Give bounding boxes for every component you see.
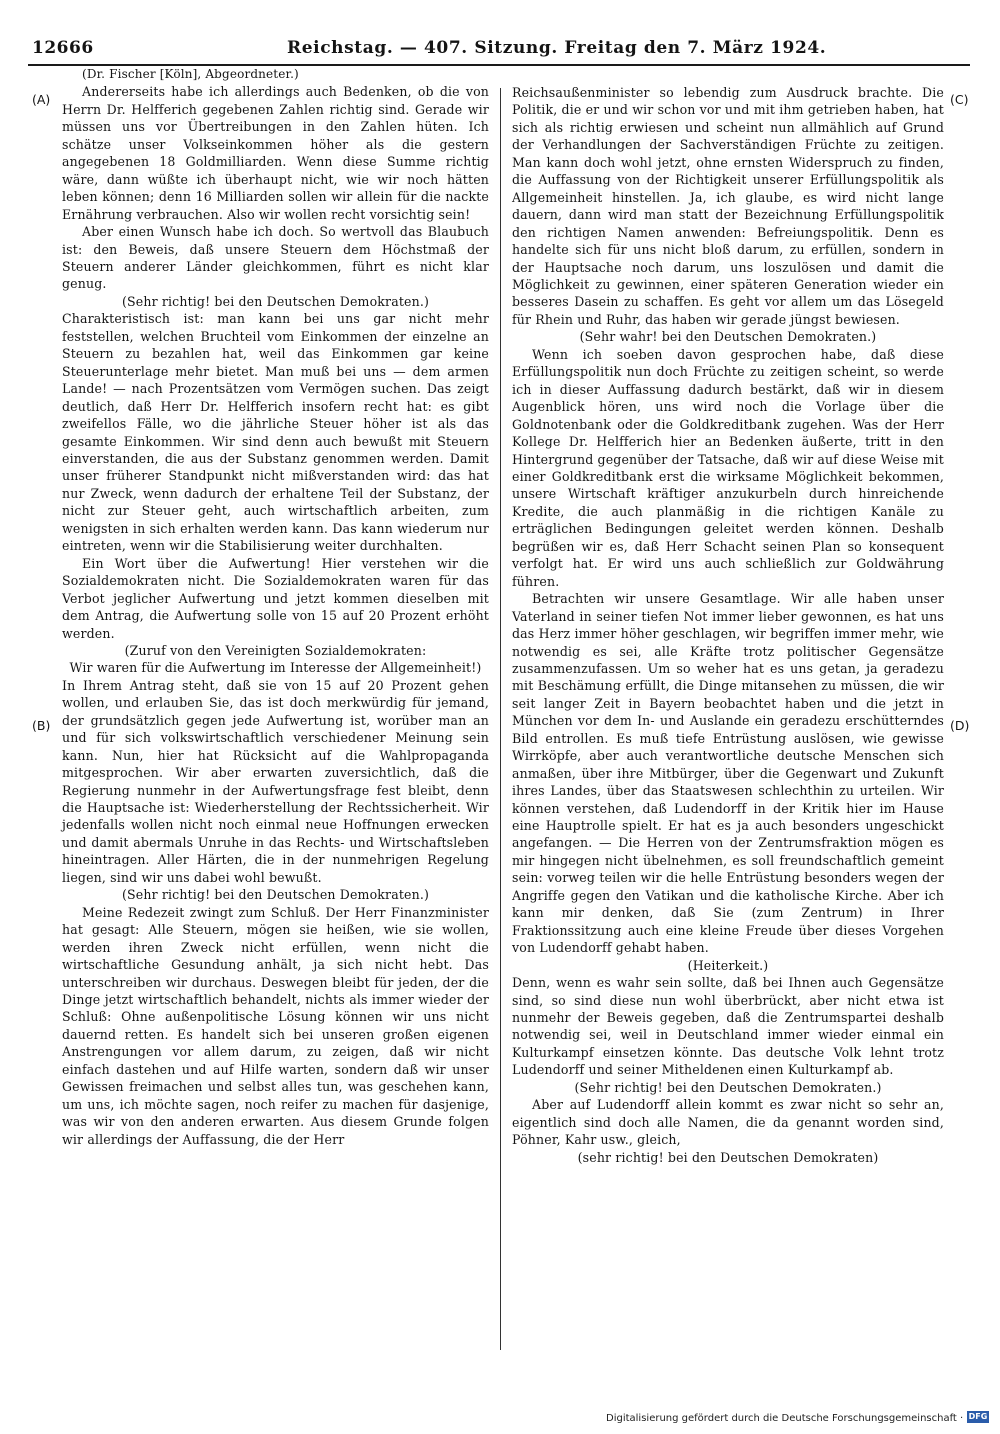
margin-marker-c: (C) — [950, 92, 969, 107]
right-column — [512, 84, 944, 1166]
interjection: (Sehr richtig! bei den Deutschen Demokraten.) — [121, 887, 430, 903]
paragraph: Andererseits habe ich allerdings auch Bedenken, ob die von Herrn Dr. Helfferich gegebenen Zahlen richtig sind. Gerade wir müssen uns vor Übertreibungen in den Zahlen hüten. Ich schätze unser Volkseinkommen höher als die gestern angegebenen 18 Goldmilliarden. Wenn diese Summe richtig wäre, dann wüßte ich überhaupt nicht, wie wir noch hätten leben können; denn 16 Milliarden sollen wir allein für die nackte Ernährung verbrauchen. Also wir wollen recht vorsichtig sein! — [62, 84, 489, 222]
digitization-credit: Digitalisierung gefördert durch die Deutsche Forschungsgemeinschaft · — [606, 1413, 964, 1424]
running-title: Reichstag. — 407. Sitzung. Freitag den 7. März 1924. — [287, 38, 827, 58]
paragraph: Denn, wenn es wahr sein sollte, daß bei Ihnen auch Gegensätze sind, so sind diese nun wohl überbrückt, aber nicht etwa ist nunmehr der Beweis gegeben, daß die Zentrumspartei deshalb notwendig sei, weil in Deutschland immer wieder einmal ein Kulturkampf einsetzen könnte. Das deutsche Volk lehnt trotz Ludendorff und seiner Mitheldenen einen Kulturkampf ab. — [512, 975, 944, 1078]
paragraph: Reichsaußenminister so lebendig zum Ausdruck brachte. Die Politik, die er und wir schon vor und mit ihm getrieben haben, hat sich als richtig erwiesen und scheint nun allmählich auf Grund der Verhandlungen der Sachverständigen Früchte zu zeitigen. Man kann doch wohl jetzt, ohne ernsten Widerspruch zu finden, die Auffassung von der Richtigkeit unserer Erfüllungspolitik als Allgemeinheit hinstellen. Ja, ich glaube, es wird nicht lange dauern, dann wird man statt der Bezeichnung Erfüllungspolitik den richtigen Namen anwenden: Befreiungspolitik. Denn es handelte sich für uns nicht bloß darum, zu erfüllen, sondern in der Hauptsache noch darum, uns loszulösen und damit die Möglichkeit zu gewinnen, einer späteren Generation wieder ein besseres Dasein zu schaffen. Es geht vor allem um das Lösegeld für Rhein und Ruhr, das haben wir gerade jüngst bewiesen. — [512, 85, 944, 327]
paragraph: Meine Redezeit zwingt zum Schluß. Der Herr Finanzminister hat gesagt: Alle Steuern, mögen sie heißen, wie sie wollen, werden ihren Zweck nicht erfüllen, wenn nicht die wirtschaftliche Gesundung anhält, ja sich nicht hebt. Das unterschreiben wir durchaus. Deswegen bleibt für jeden, der die Dinge jetzt wirtschaftlich behandelt, nichts als immer wieder der Schluß: Ohne außenpolitische Lösung können wir uns nicht dauernd retten. Es handelt sich bei unseren großen eigenen Anstrengungen vor allem darum, zu zeigen, daß wir nicht einfach dastehen und auf Hilfe warten, sondern daß wir unser Gewissen freimachen und selbst alles tun, was geschehen kann, um uns, ich möchte sagen, noch reifer zu machen für dasjenige, was wir von den anderen erwarten. Aus diesem Grunde folgen wir allerdings der Auffassung, die der Herr — [62, 904, 489, 1147]
speaker-label: (Dr. Fischer [Köln], Abgeordneter.) — [82, 67, 299, 81]
paragraph: Charakteristisch ist: man kann bei uns gar nicht mehr feststellen, welchen Bruchteil vom Einkommen der einzelne an Steuern zu bezahlen hat, weil das Einkommen gar keine Steuerunterlage mehr bietet. Man muß bei uns — dem armen Lande! — nach Prozentsätzen vom Vermögen suchen. Das zeigt deutlich, daß Herr Dr. Helfferich insofern recht hat: es gibt zweifellos Fälle, wo die jährliche Steuer höher ist als das gesamte Einkommen. Wir sind denn auch bewußt mit Steuern einverstanden, die aus der Substanz genommen werden. Damit unser früherer Standpunkt nicht mißverstanden wird: das hat nur Zweck, wenn dadurch der erhaltene Teil der Substanz, der nicht zur Steuer geht, auch wirtschaftlich arbeiten, zum wenigsten in sich erhalten werden kann. Das kann wiederum nur eintreten, wenn wir die Stabilisierung weiter durchhalten. — [62, 311, 489, 554]
interjection: (Heiterkeit.) — [687, 957, 769, 973]
left-column — [62, 66, 489, 1148]
interjection: (Zuruf von den Vereinigten Sozialdemokraten: — [124, 642, 427, 658]
margin-marker-d: (D) — [950, 718, 970, 733]
paragraph: Betrachten wir unsere Gesamtlage. Wir alle haben unser Vaterland in seiner tiefen Not immer lieber gewonnen, es hat uns das Herz immer höher geschlagen, wir begriffen immer mehr, wie notwendig es sei, alle Kräfte trotz politischer Gegensätze zusammenzufassen. Um so weher hat es uns getan, ja geradezu mit Beschämung erfüllt, die Dinge mitansehen zu müssen, die wir seit langer Zeit in Bayern beobachtet haben und die jetzt in München vor dem In- und Auslande ein geradezu erschütterndes Bild entrollen. Es muß tiefe Entrüstung auslösen, wie gewisse Wirrköpfe, aber auch verantwortliche deutsche Menschen sich anmaßen, über ihre Mitbürger, über die Gegenwart und Zukunft ihres Landes, über das Staatswesen schlechthin zu urteilen. Wir können verstehen, daß Ludendorff in der Kritik hier im Hause eine Hauptrolle spielt. Er hat es ja auch besonders ungeschickt angefangen. — Die Herren von der Zentrumsfraktion mögen es mir hingegen nicht übelnehmen, es soll freundschaftlich gemeint sein: vorweg teilen wir die helle Entrüstung besonders wegen der Angriffe gegen den Vatikan und die katholische Kirche. Aber ich kann mir denken, daß Sie (zum Zentrum) in Ihrer Fraktionssitzung auch eine kleine Freude über dieses Vorgehen von Ludendorff gehabt haben. — [512, 591, 944, 956]
interjection: (Sehr richtig! bei den Deutschen Demokraten.) — [574, 1079, 882, 1095]
interjection: (sehr richtig! bei den Deutschen Demokraten) — [577, 1149, 879, 1165]
paragraph: Aber auf Ludendorff allein kommt es zwar nicht so sehr an, eigentlich sind doch alle Namen, die da genannt worden sind, Pöhner, Kahr usw., gleich, — [512, 1097, 944, 1148]
interjection: (Sehr wahr! bei den Deutschen Demokraten.) — [579, 329, 877, 345]
interjection: (Sehr richtig! bei den Deutschen Demokraten.) — [121, 293, 430, 309]
margin-marker-b: (B) — [32, 718, 51, 733]
dfg-logo: DFG — [968, 1412, 988, 1421]
column-divider — [500, 88, 501, 1350]
page-header — [32, 38, 964, 64]
margin-marker-a: (A) — [32, 92, 51, 107]
paragraph: Ein Wort über die Aufwertung! Hier verstehen wir die Sozialdemokraten nicht. Die Sozialdemokraten waren für das Verbot jeglicher Aufwertung und jetzt kommen dieselben mit dem Antrag, die Aufwertung solle von 15 auf 20 Prozent erhöht werden. — [62, 555, 489, 641]
paragraph: In Ihrem Antrag steht, daß sie von 15 auf 20 Prozent gehen wollen, und erlauben Sie, das ist doch merkwürdig für jemand, der grundsätzlich gegen jede Aufwertung ist, worüber man an und für sich volkswirtschaftlich verschiedener Meinung sein kann. Nun, hier hat Rücksicht auf die Wahlpropaganda mitgesprochen. Wir aber erwarten zuversichtlich, daß die Regierung nunmehr in der Aufwertungsfrage fest bleibt, denn die Hauptsache ist: Wiederherstellung der Rechtssicherheit. Wir jedenfalls wollen nicht noch einmal neue Hoffnungen erwecken und damit abermals Unruhe in das Rechts- und Wirtschaftsleben hineintragen. Aller Härten, die in der nunmehrigen Regelung liegen, sind wir uns dabei wohl bewußt. — [62, 677, 489, 885]
paragraph: Wenn ich soeben davon gesprochen habe, daß diese Erfüllungspolitik nun doch Früchte zu zeitigen scheint, so werde ich in dieser Auffassung dadurch bestärkt, daß wir in diesem Augenblick hören, uns wird noch die Vorlage über die Goldnotenbank oder die Goldkreditbank zugehen. Was der Herr Kollege Dr. Helfferich hier an Bedenken äußerte, tritt in den Hintergrund gegenüber der Tatsache, daß wir auf diese Weise mit einer Goldkreditbank erst die wirksame Möglichkeit bekommen, unsere Wirtschaft kräftiger anzukurbeln durch hinreichende Kredite, die auch planmäßig in die richtigen Kanäle zu erträglichen Bedingungen geleitet werden können. Deshalb begrüßen wir es, daß Herr Schacht seinen Plan so konsequent verfolgt hat. Er wird uns auch schließlich zur Goldwährung führen. — [512, 346, 944, 589]
interjection: Wir waren für die Aufwertung im Interesse der Allgemeinheit!) — [69, 660, 482, 676]
paragraph: Aber einen Wunsch habe ich doch. So wertvoll das Blaubuch ist: den Beweis, daß unsere Steuern dem Höchstmaß der Steuern anderer Länder gleichkommen, führt es nicht klar genug. — [62, 224, 489, 292]
page-number: 12666 — [32, 38, 94, 58]
